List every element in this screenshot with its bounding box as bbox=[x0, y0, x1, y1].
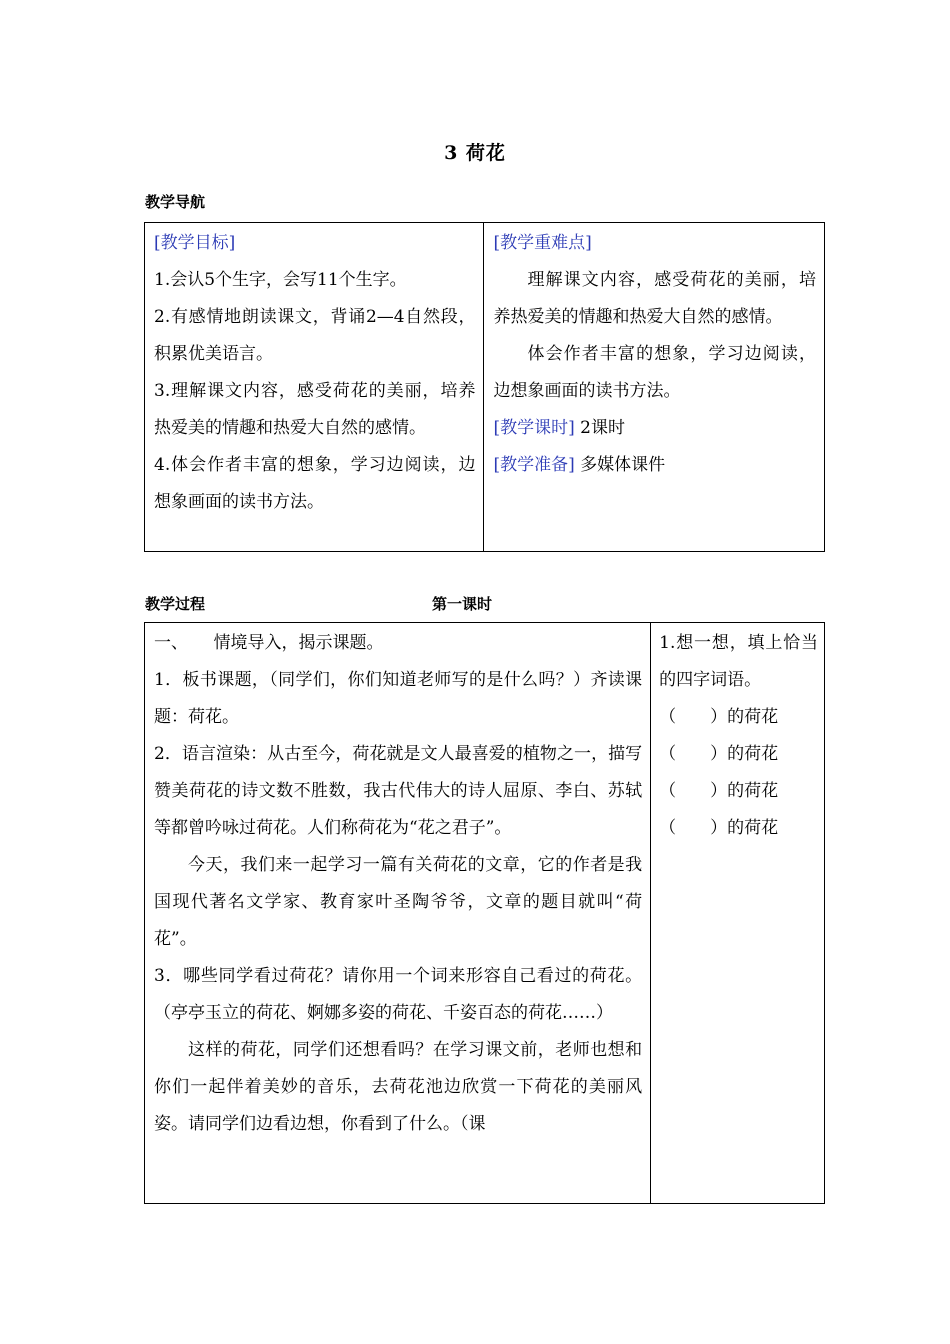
process-main-cell bbox=[145, 623, 651, 1204]
goal-item: 1.会认5个生字，会写11个生字。 bbox=[154, 270, 407, 290]
process-section-title: 一、 情境导入，揭示课题。 bbox=[154, 633, 384, 653]
nav-section-label: 教学导航 bbox=[145, 193, 206, 211]
key-points-heading: [教学重难点] bbox=[493, 233, 592, 253]
class-hours-line bbox=[493, 410, 816, 447]
process-paragraph: 3．哪些同学看过荷花？请你用一个词来形容自己看过的荷花。（亭亭玉立的荷花、婀娜多姿的荷花、千姿百态的荷花……） bbox=[154, 966, 643, 1023]
side-blank-item: （ ）的荷花 bbox=[659, 818, 779, 838]
preparation-heading: [教学准备] bbox=[493, 455, 575, 475]
goals-cell bbox=[145, 223, 484, 552]
process-paragraph: 这样的荷花，同学们还想看吗？在学习课文前，老师也想和你们一起伴着美妙的音乐，去荷花池边欣赏一下荷花的美丽风姿。请同学们边看边想，你看到了什么。（课 bbox=[154, 1040, 643, 1134]
lesson-label: 第一课时 bbox=[432, 595, 493, 613]
process-paragraph: 2．语言渲染：从古至今，荷花就是文人最喜爱的植物之一，描写赞美荷花的诗文数不胜数，我古代伟大的诗人屈原、李白、苏轼等都曾吟咏过荷花。人们称荷花为“花之君子”。 bbox=[154, 744, 643, 838]
nav-table bbox=[144, 222, 825, 552]
process-section-label: 教学过程 bbox=[145, 595, 206, 613]
process-paragraph: 1．板书课题，（同学们，你们知道老师写的是什么吗？）齐读课题：荷花。 bbox=[154, 670, 643, 727]
key-point-item: 体会作者丰富的想象，学习边阅读，边想象画面的读书方法。 bbox=[493, 344, 816, 401]
class-hours-value: 2课时 bbox=[574, 418, 625, 438]
process-table bbox=[144, 622, 825, 1204]
side-prompt: 1.想一想，填上恰当的四字词语。 bbox=[659, 633, 818, 690]
side-blank-item: （ ）的荷花 bbox=[659, 707, 779, 727]
preparation-value: 多媒体课件 bbox=[574, 455, 666, 475]
key-point-item: 理解课文内容，感受荷花的美丽，培养热爱美的情趣和热爱大自然的感情。 bbox=[493, 270, 816, 327]
goals-heading: [教学目标] bbox=[154, 233, 236, 253]
class-hours-heading: [教学课时] bbox=[493, 418, 575, 438]
goal-item: 3.理解课文内容，感受荷花的美丽，培养热爱美的情趣和热爱大自然的感情。 bbox=[154, 381, 476, 438]
side-blank-item: （ ）的荷花 bbox=[659, 744, 779, 764]
process-side-cell bbox=[651, 623, 825, 1204]
key-points-cell bbox=[484, 223, 825, 552]
goal-item: 4.体会作者丰富的想象，学习边阅读，边想象画面的读书方法。 bbox=[154, 455, 476, 512]
goal-item: 2.有感情地朗读课文，背诵2—4自然段，积累优美语言。 bbox=[154, 307, 476, 364]
preparation-line bbox=[493, 447, 816, 484]
document-title: 3 荷花 bbox=[444, 142, 506, 164]
process-paragraph: 今天，我们来一起学习一篇有关荷花的文章，它的作者是我国现代著名文学家、教育家叶圣陶爷爷，文章的题目就叫“荷花”。 bbox=[154, 855, 643, 949]
side-blank-item: （ ）的荷花 bbox=[659, 781, 779, 801]
